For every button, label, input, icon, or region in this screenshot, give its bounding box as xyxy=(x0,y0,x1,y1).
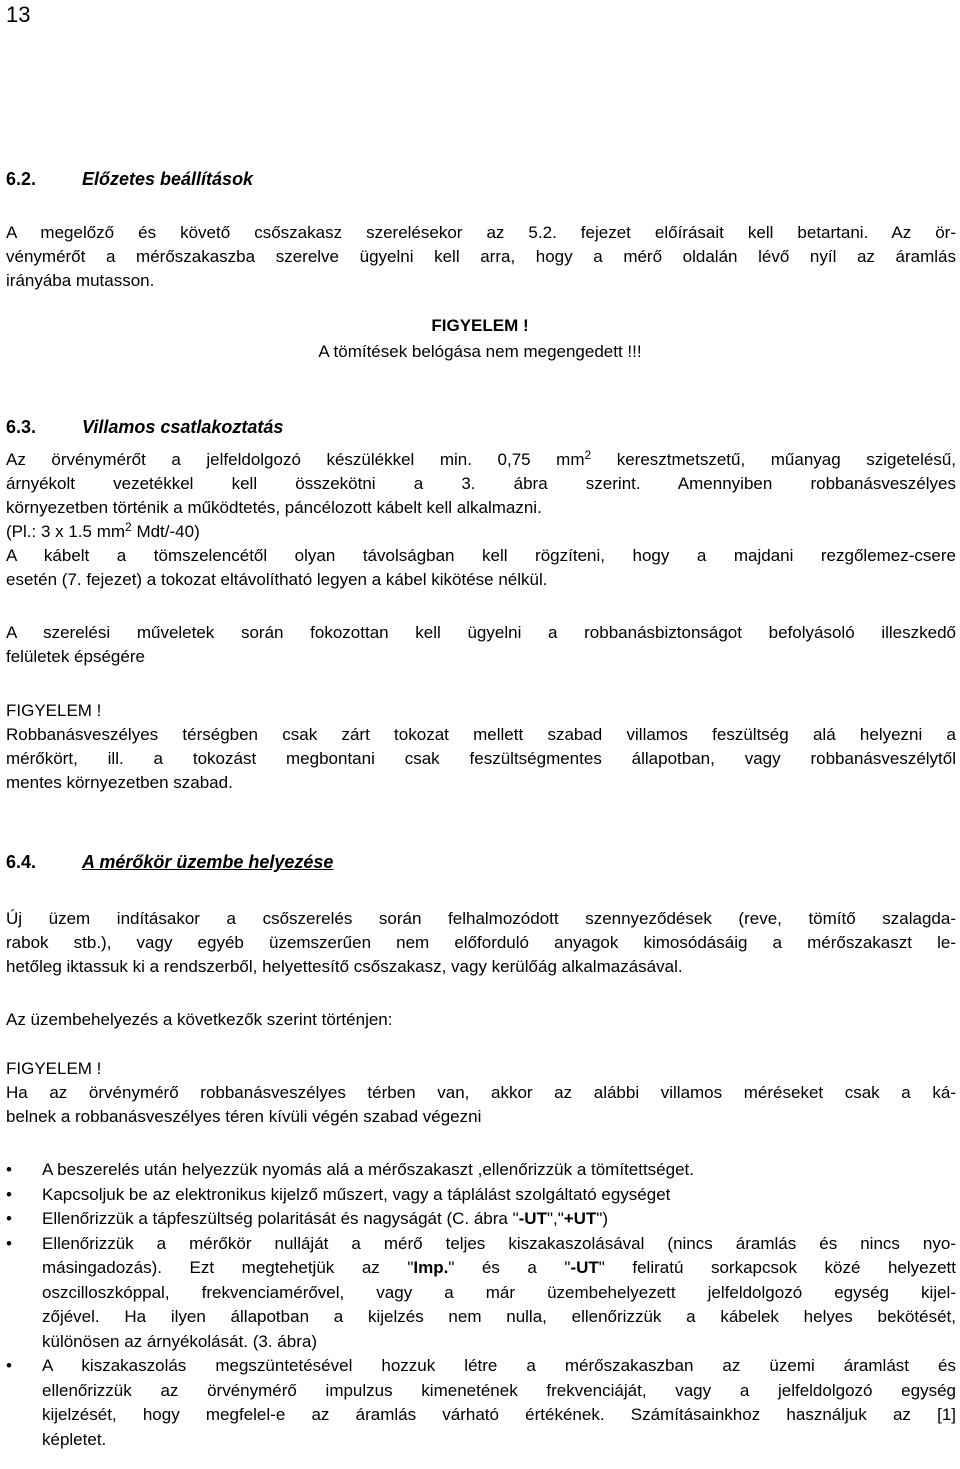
paragraph-line: hetőleg iktassuk ki a rendszerből, helyettesítő csőszakasz, vagy kerülőág alkalmazásával. xyxy=(6,957,683,976)
paragraph-line: Az üzembehelyezés a következők szerint történjen: xyxy=(6,1010,393,1029)
text-run: " feliratú sorkapcsok közé helyezett xyxy=(598,1258,956,1277)
page-number: 13 xyxy=(6,2,31,27)
paragraph-line xyxy=(6,520,956,544)
text-run: (Pl.: 3 x 1.5 mm xyxy=(6,522,126,541)
paragraph-line: A kábelt a tömszelencétől olyan távolságban kell rögzíteni, hogy a majdani rezgőlemez-csere xyxy=(6,546,956,565)
list-item xyxy=(6,1354,956,1452)
bullet-icon: • xyxy=(6,1209,12,1228)
text-run: " és a " xyxy=(448,1258,571,1277)
list-item-line xyxy=(42,1256,956,1281)
section-number: 6.4. xyxy=(6,852,37,872)
warning-6-3 xyxy=(6,699,956,795)
bullet-icon: • xyxy=(6,1160,12,1179)
list-item-text: A beszerelés után helyezzük nyomás alá a mérőszakaszt ,ellenőrizzük a tömítettséget. xyxy=(42,1160,694,1179)
procedure-list xyxy=(6,1158,956,1452)
text-run: "," xyxy=(546,1209,564,1228)
section-title: Előzetes beállítások xyxy=(82,169,254,189)
list-item-line: A kiszakaszolás megszüntetésével hozzuk létre a mérőszakaszban az üzemi áramlást és xyxy=(42,1356,956,1375)
warning-text: A tömítések belógása nem megengedett !!! xyxy=(318,342,642,361)
bullet-icon: • xyxy=(6,1233,12,1253)
paragraph-line: rabok stb.), vagy egyéb üzemszerűen nem előforduló anyagok kimosódásáig a mérőszakaszt le- xyxy=(6,933,956,952)
warning-title: FIGYELEM ! xyxy=(6,701,102,720)
list-item-line: különösen az árnyékolását. (3. ábra) xyxy=(42,1331,317,1351)
paragraph-line: Új üzem indításakor a csőszerelés során felhalmozódott szennyeződések (reve, tömítő szalagda- xyxy=(6,909,956,928)
terminal-label: +UT xyxy=(563,1209,597,1228)
text-run: Ellenőrizzük a tápfeszültség polaritását és nagyságát (C. ábra " xyxy=(42,1209,519,1228)
list-item-text xyxy=(42,1207,956,1232)
section-heading-6-2 xyxy=(6,167,956,191)
list-item xyxy=(6,1158,956,1183)
bullet-icon: • xyxy=(6,1184,12,1204)
section-heading-6-3 xyxy=(6,415,956,439)
paragraph-6-4-startup xyxy=(6,907,956,979)
paragraph-6-3-cable xyxy=(6,448,956,592)
section-number: 6.2. xyxy=(6,169,37,189)
bullet-icon: • xyxy=(6,1356,12,1375)
paragraph-6-2-intro xyxy=(6,221,956,293)
text-run: másingadozás). Ezt megtehetjük az " xyxy=(42,1258,414,1277)
list-item xyxy=(6,1207,956,1232)
text-run: keresztmetszetű, műanyag szigetelésű, xyxy=(591,450,956,469)
warning-title: FIGYELEM ! xyxy=(6,1059,102,1078)
text-run: ") xyxy=(596,1209,609,1228)
paragraph-line: árnyékolt vezetékkel kell összekötni a 3. ábra szerint. Amennyiben robbanásveszélyes xyxy=(6,474,956,493)
section-heading-6-4 xyxy=(6,850,956,874)
list-item-line: ellenőrizzük az örvénymérő impulzus kimenetének frekvenciáját, vagy a jelfeldolgozó egység xyxy=(42,1380,956,1400)
list-item-text: Kapcsoljuk be az elektronikus kijelző műszert, vagy a táplálást szolgáltató egységet xyxy=(42,1184,671,1204)
list-item xyxy=(6,1232,956,1355)
list-item-line: Ellenőrizzük a mérőkör nulláját a mérő teljes kiszakaszolásával (nincs áramlás és nincs nyo- xyxy=(42,1233,956,1253)
warning-line: mérőkört, ill. a tokozást megbontani csak feszültségmentes állapotban, vagy robbanásveszélytől xyxy=(6,749,956,768)
terminal-label: Imp. xyxy=(413,1258,449,1277)
paragraph-6-4-procedure xyxy=(6,1008,956,1032)
section-title: A mérőkör üzembe helyezése xyxy=(82,852,334,872)
list-item-line: képletet. xyxy=(42,1429,107,1449)
superscript: 2 xyxy=(584,448,592,462)
section-title: Villamos csatlakoztatás xyxy=(82,417,284,437)
list-item-line: oszcilloszkóppal, frekvenciamérővel, vagy a már üzembehelyezett jelfeldolgozó egység kijel- xyxy=(42,1282,956,1302)
section-number: 6.3. xyxy=(6,417,37,437)
paragraph-line: felületek épségére xyxy=(6,647,145,666)
warning-line: belnek a robbanásveszélyes téren kívüli végén szabad végezni xyxy=(6,1107,482,1126)
list-item-line: zőjével. Ha ilyen állapotban a kijelzés nem nulla, ellenőrizzük a kábelek helyes bekötését, xyxy=(42,1307,956,1326)
list-item-line: kijelzését, hogy megfelel-e az áramlás várható értékének. Számításainkhoz használjuk az [1] xyxy=(42,1405,956,1424)
paragraph-6-3-assembly xyxy=(6,621,956,669)
warning-line: Ha az örvénymérő robbanásveszélyes térben van, akkor az alábbi villamos méréseket csak a ká- xyxy=(6,1083,956,1102)
paragraph-line: környezetben történik a működtetés, páncélozott kábelt kell alkalmazni. xyxy=(6,498,542,517)
paragraph-line xyxy=(6,448,956,472)
paragraph-line: irányába mutasson. xyxy=(6,271,155,290)
paragraph-line: A szerelési műveletek során fokozottan kell ügyelni a robbanásbiztonságot befolyásoló illeszkedő xyxy=(6,623,956,642)
paragraph-line: A megelőző és követő csőszakasz szerelésekor az 5.2. fejezet előírásait kell betartani. Az ör- xyxy=(6,223,956,242)
superscript: 2 xyxy=(125,520,132,534)
text-run: Az örvénymérőt a jelfeldolgozó készülékkel min. 0,75 mm xyxy=(6,450,585,469)
terminal-label: -UT xyxy=(570,1258,599,1277)
warning-title: FIGYELEM ! xyxy=(431,316,529,335)
text-run: Mdt/-40) xyxy=(131,522,200,541)
list-item xyxy=(6,1183,956,1208)
warning-line: Robbanásveszélyes térségben csak zárt tokozat mellett szabad villamos feszültség alá helyezni a xyxy=(6,725,956,744)
paragraph-line: esetén (7. fejezet) a tokozat eltávolítható legyen a kábel kikötése nélkül. xyxy=(6,570,548,589)
warning-6-4 xyxy=(6,1057,956,1129)
paragraph-line: vénymérőt a mérőszakaszba szerelve ügyelni kell arra, hogy a mérő oldalán lévő nyíl az áramlás xyxy=(6,247,956,266)
warning-6-2 xyxy=(0,313,960,365)
warning-line: mentes környezetben szabad. xyxy=(6,773,233,792)
terminal-label: -UT xyxy=(518,1209,547,1228)
